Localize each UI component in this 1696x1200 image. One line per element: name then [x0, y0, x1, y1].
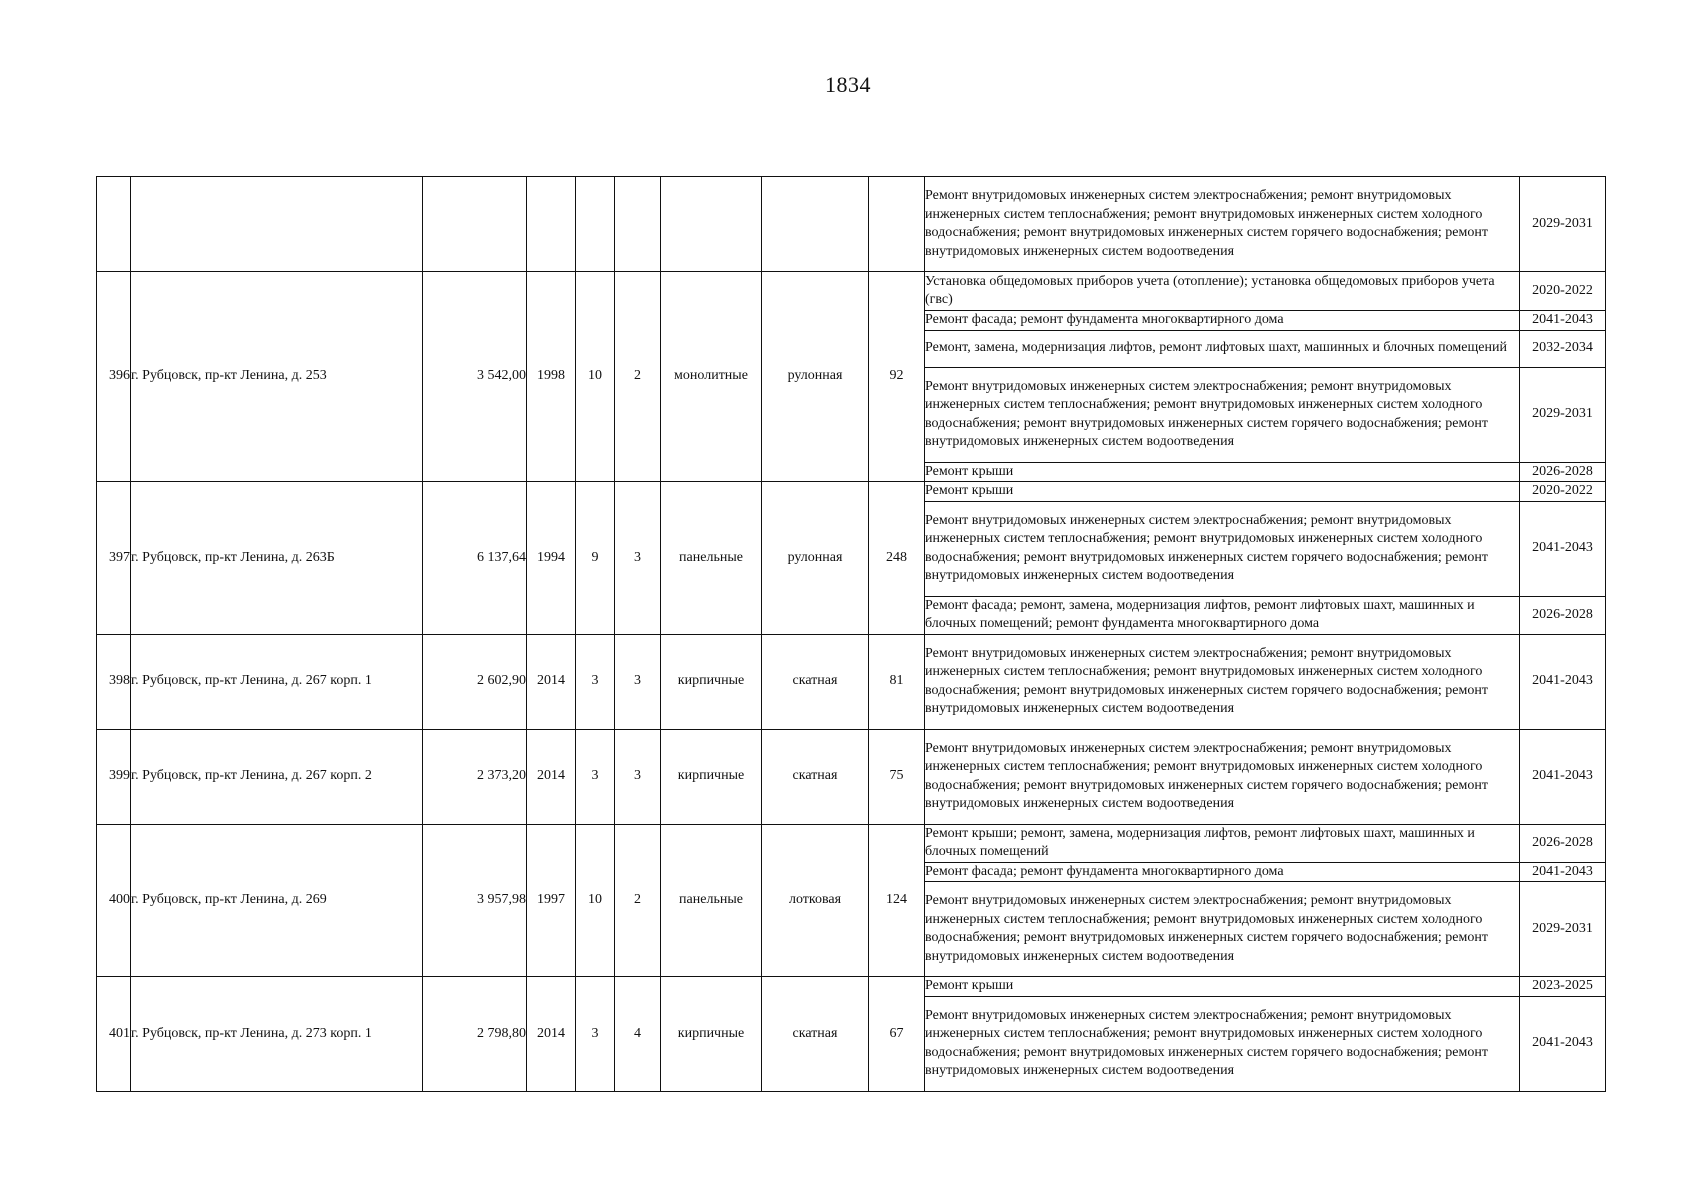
work-description: Ремонт крыши [925, 482, 1520, 502]
floors-cell: 9 [576, 482, 615, 635]
work-period: 2029-2031 [1520, 177, 1606, 272]
area-cell: 3 957,98 [423, 824, 527, 977]
roof-type-cell: скатная [762, 977, 869, 1092]
roof-type-cell: рулонная [762, 482, 869, 635]
row-number [97, 177, 131, 272]
entrances-cell: 2 [615, 272, 661, 482]
work-description: Ремонт внутридомовых инженерных систем электроснабжения; ремонт внутридомовых инженерных систем теплоснабжения; ремонт внутридомовых инженерных систем холодного водоснабжения; ремонт внутридомовых инженерных систем горячего водоснабжения; ремонт внутридомовых инженерных систем водоотведения [925, 501, 1520, 596]
year-cell: 2014 [527, 977, 576, 1092]
floors-cell: 10 [576, 272, 615, 482]
year-cell: 2014 [527, 634, 576, 729]
work-description: Ремонт крыши [925, 462, 1520, 482]
wall-material-cell: кирпичные [661, 729, 762, 824]
entrances-cell: 3 [615, 482, 661, 635]
wall-material-cell: кирпичные [661, 634, 762, 729]
table-body [97, 177, 1606, 1092]
work-description: Ремонт крыши; ремонт, замена, модернизация лифтов, ремонт лифтовых шахт, машинных и блочных помещений [925, 824, 1520, 862]
work-description: Ремонт фасада; ремонт, замена, модернизация лифтов, ремонт лифтовых шахт, машинных и блочных помещений; ремонт фундамента многоквартирного дома [925, 596, 1520, 634]
area-cell: 2 373,20 [423, 729, 527, 824]
area-cell [423, 177, 527, 272]
work-period: 2041-2043 [1520, 501, 1606, 596]
floors-cell: 10 [576, 824, 615, 977]
address-cell: г. Рубцовск, пр-кт Ленина, д. 263Б [131, 482, 423, 635]
work-description: Установка общедомовых приборов учета (отопление); установка общедомовых приборов учета (гвс) [925, 272, 1520, 311]
work-period: 2020-2022 [1520, 482, 1606, 502]
wall-material-cell: монолитные [661, 272, 762, 482]
year-cell [527, 177, 576, 272]
work-description: Ремонт крыши [925, 977, 1520, 997]
roof-type-cell [762, 177, 869, 272]
apartments-cell: 92 [869, 272, 925, 482]
address-cell: г. Рубцовск, пр-кт Ленина, д. 269 [131, 824, 423, 977]
table-row [97, 482, 1606, 502]
table-row [97, 824, 1606, 862]
work-period: 2041-2043 [1520, 311, 1606, 331]
work-period: 2032-2034 [1520, 330, 1606, 367]
roof-type-cell: рулонная [762, 272, 869, 482]
apartments-cell: 124 [869, 824, 925, 977]
work-description: Ремонт внутридомовых инженерных систем электроснабжения; ремонт внутридомовых инженерных систем теплоснабжения; ремонт внутридомовых инженерных систем холодного водоснабжения; ремонт внутридомовых инженерных систем горячего водоснабжения; ремонт внутридомовых инженерных систем водоотведения [925, 367, 1520, 462]
work-period: 2041-2043 [1520, 996, 1606, 1091]
work-period: 2026-2028 [1520, 824, 1606, 862]
table-row [97, 272, 1606, 311]
floors-cell [576, 177, 615, 272]
row-number: 396 [97, 272, 131, 482]
page-number: 1834 [825, 72, 871, 97]
work-description: Ремонт фасада; ремонт фундамента многоквартирного дома [925, 862, 1520, 882]
work-period: 2041-2043 [1520, 634, 1606, 729]
table-row [97, 729, 1606, 824]
area-cell: 3 542,00 [423, 272, 527, 482]
year-cell: 1998 [527, 272, 576, 482]
work-description: Ремонт фасада; ремонт фундамента многоквартирного дома [925, 311, 1520, 331]
work-period: 2029-2031 [1520, 882, 1606, 977]
buildings-table [96, 176, 1606, 1092]
work-period: 2041-2043 [1520, 862, 1606, 882]
row-number: 398 [97, 634, 131, 729]
roof-type-cell: скатная [762, 634, 869, 729]
address-cell [131, 177, 423, 272]
apartments-cell: 75 [869, 729, 925, 824]
work-description: Ремонт, замена, модернизация лифтов, ремонт лифтовых шахт, машинных и блочных помещений [925, 330, 1520, 367]
year-cell: 1997 [527, 824, 576, 977]
wall-material-cell: кирпичные [661, 977, 762, 1092]
area-cell: 2 798,80 [423, 977, 527, 1092]
address-cell: г. Рубцовск, пр-кт Ленина, д. 267 корп. 1 [131, 634, 423, 729]
table-row [97, 634, 1606, 729]
row-number: 399 [97, 729, 131, 824]
work-description: Ремонт внутридомовых инженерных систем электроснабжения; ремонт внутридомовых инженерных систем теплоснабжения; ремонт внутридомовых инженерных систем холодного водоснабжения; ремонт внутридомовых инженерных систем горячего водоснабжения; ремонт внутридомовых инженерных систем водоотведения [925, 634, 1520, 729]
year-cell: 1994 [527, 482, 576, 635]
table-row [97, 977, 1606, 997]
address-cell: г. Рубцовск, пр-кт Ленина, д. 273 корп. 1 [131, 977, 423, 1092]
row-number: 401 [97, 977, 131, 1092]
apartments-cell: 81 [869, 634, 925, 729]
address-cell: г. Рубцовск, пр-кт Ленина, д. 253 [131, 272, 423, 482]
work-period: 2026-2028 [1520, 462, 1606, 482]
wall-material-cell: панельные [661, 824, 762, 977]
work-period: 2029-2031 [1520, 367, 1606, 462]
floors-cell: 3 [576, 729, 615, 824]
entrances-cell: 3 [615, 729, 661, 824]
entrances-cell: 4 [615, 977, 661, 1092]
work-description: Ремонт внутридомовых инженерных систем электроснабжения; ремонт внутридомовых инженерных систем теплоснабжения; ремонт внутридомовых инженерных систем холодного водоснабжения; ремонт внутридомовых инженерных систем горячего водоснабжения; ремонт внутридомовых инженерных систем водоотведения [925, 177, 1520, 272]
area-cell: 2 602,90 [423, 634, 527, 729]
work-description: Ремонт внутридомовых инженерных систем электроснабжения; ремонт внутридомовых инженерных систем теплоснабжения; ремонт внутридомовых инженерных систем холодного водоснабжения; ремонт внутридомовых инженерных систем горячего водоснабжения; ремонт внутридомовых инженерных систем водоотведения [925, 882, 1520, 977]
work-period: 2020-2022 [1520, 272, 1606, 311]
apartments-cell: 248 [869, 482, 925, 635]
entrances-cell: 3 [615, 634, 661, 729]
roof-type-cell: лотковая [762, 824, 869, 977]
row-number: 400 [97, 824, 131, 977]
roof-type-cell: скатная [762, 729, 869, 824]
apartments-cell: 67 [869, 977, 925, 1092]
wall-material-cell: панельные [661, 482, 762, 635]
floors-cell: 3 [576, 634, 615, 729]
work-period: 2041-2043 [1520, 729, 1606, 824]
table-row [97, 177, 1606, 272]
wall-material-cell [661, 177, 762, 272]
work-description: Ремонт внутридомовых инженерных систем электроснабжения; ремонт внутридомовых инженерных систем теплоснабжения; ремонт внутридомовых инженерных систем холодного водоснабжения; ремонт внутридомовых инженерных систем горячего водоснабжения; ремонт внутридомовых инженерных систем водоотведения [925, 729, 1520, 824]
area-cell: 6 137,64 [423, 482, 527, 635]
year-cell: 2014 [527, 729, 576, 824]
apartments-cell [869, 177, 925, 272]
work-period: 2023-2025 [1520, 977, 1606, 997]
work-period: 2026-2028 [1520, 596, 1606, 634]
entrances-cell [615, 177, 661, 272]
row-number: 397 [97, 482, 131, 635]
work-description: Ремонт внутридомовых инженерных систем электроснабжения; ремонт внутридомовых инженерных систем теплоснабжения; ремонт внутридомовых инженерных систем холодного водоснабжения; ремонт внутридомовых инженерных систем горячего водоснабжения; ремонт внутридомовых инженерных систем водоотведения [925, 996, 1520, 1091]
address-cell: г. Рубцовск, пр-кт Ленина, д. 267 корп. 2 [131, 729, 423, 824]
entrances-cell: 2 [615, 824, 661, 977]
floors-cell: 3 [576, 977, 615, 1092]
